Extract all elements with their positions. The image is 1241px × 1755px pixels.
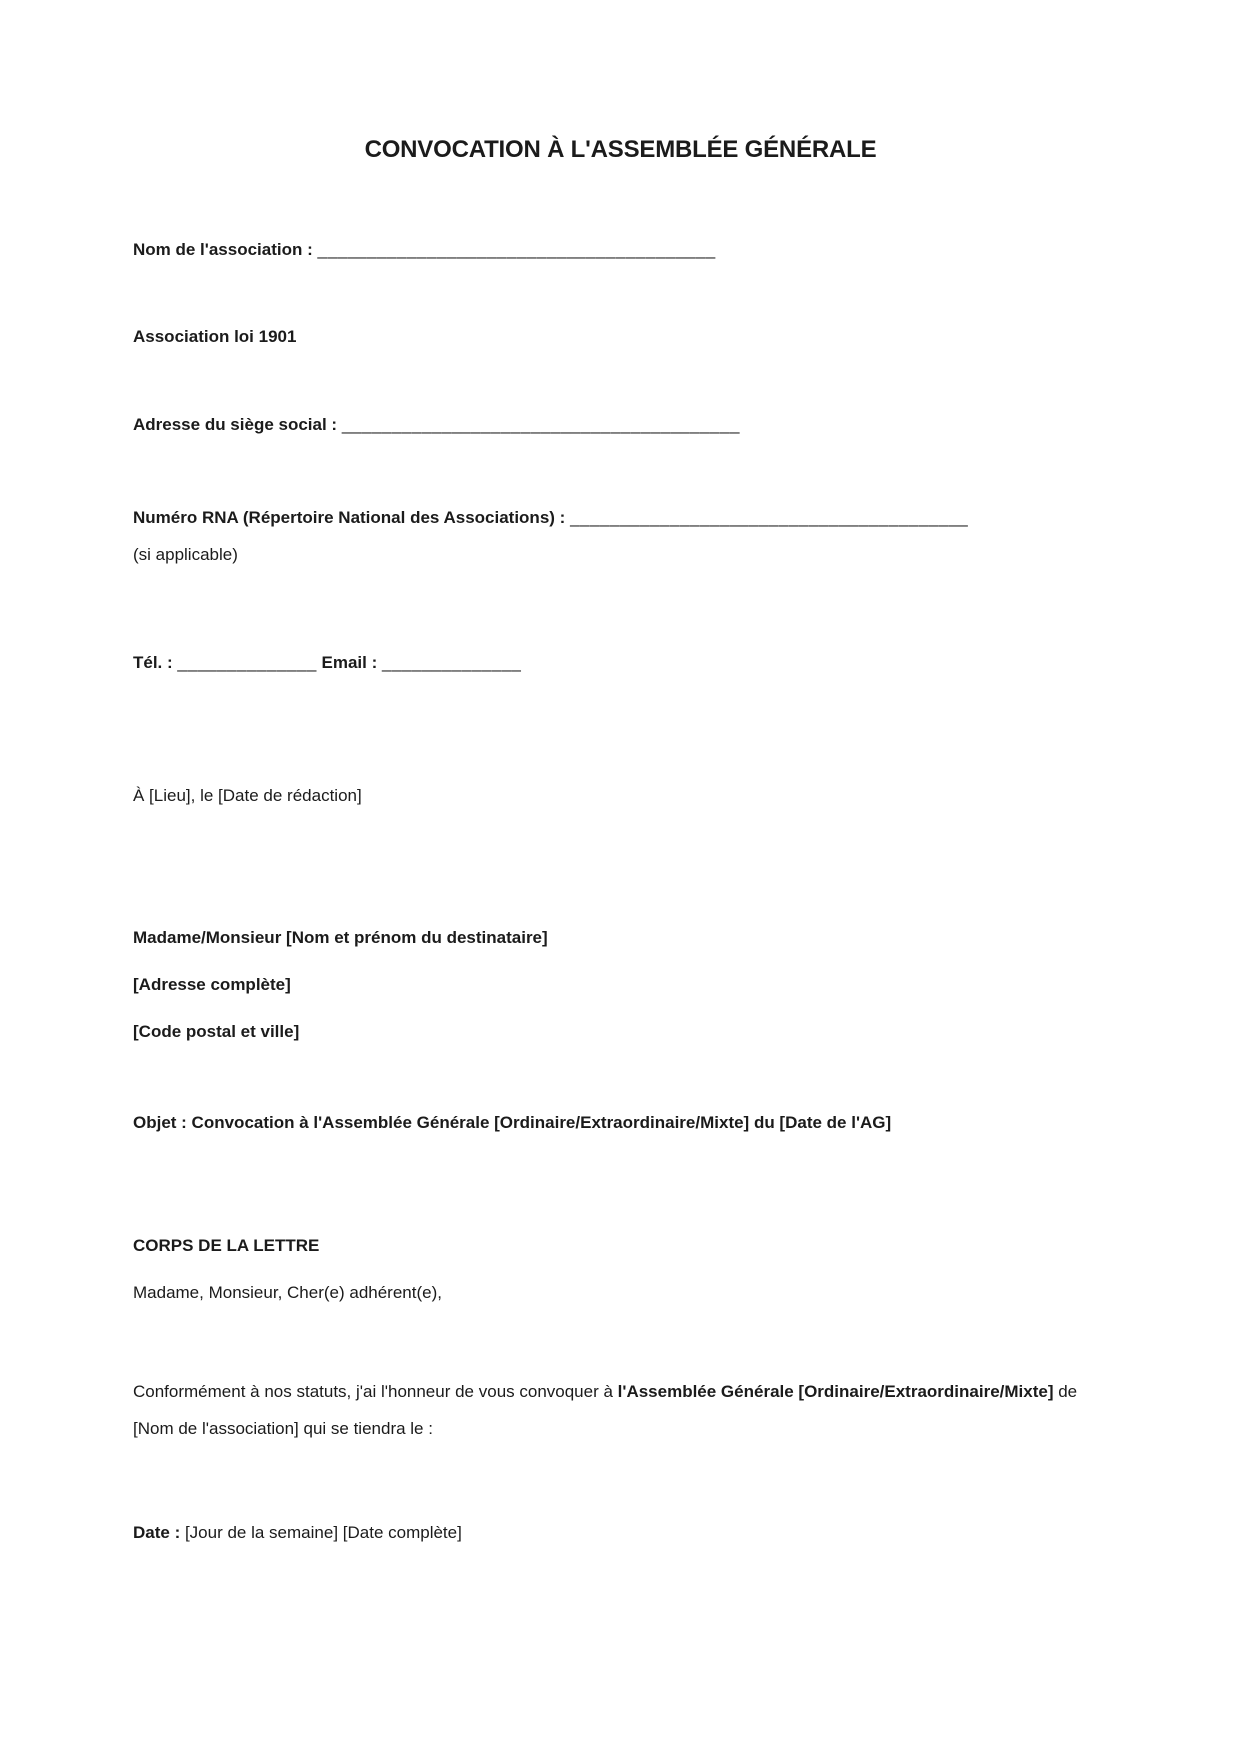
letter-body-heading: CORPS DE LA LETTRE — [133, 1236, 320, 1255]
head-office-address-blank: ________________________________________ — [341, 415, 741, 434]
head-office-address-label: Adresse du siège social : — [133, 415, 338, 434]
field-head-office-address — [133, 411, 1108, 439]
association-law-line: Association loi 1901 — [133, 327, 297, 346]
rna-number-label: Numéro RNA (Répertoire National des Associations) : — [133, 508, 566, 527]
body-text-bold: l'Assemblée Générale [Ordinaire/Extraordinaire/Mixte] — [617, 1382, 1054, 1401]
rna-number-blank: ________________________________________ — [570, 508, 969, 527]
place-and-date-line: À [Lieu], le [Date de rédaction] — [133, 786, 362, 805]
field-association-name — [133, 236, 1108, 264]
recipient-name-line: Madame/Monsieur [Nom et prénom du destinataire] — [133, 928, 548, 947]
phone-label: Tél. : — [133, 653, 173, 672]
association-name-label: Nom de l'association : — [133, 240, 313, 259]
body-paragraph — [133, 1373, 1108, 1447]
recipient-address-line: [Adresse complète] — [133, 975, 291, 994]
document-title: CONVOCATION À L'ASSEMBLÉE GÉNÉRALE — [364, 136, 877, 163]
phone-blank: ______________ — [177, 653, 317, 672]
field-rna-number — [133, 499, 1108, 573]
subject-line: Objet : Convocation à l'Assemblée Générale [Ordinaire/Extraordinaire/Mixte] du [Date de l'AG] — [133, 1113, 892, 1132]
document-content — [0, 133, 1241, 1547]
field-phone-email — [133, 649, 1108, 677]
body-text-regular-1: Conformément à nos statuts, j'ai l'honneur de vous convoquer à — [133, 1382, 618, 1401]
rna-applicable-note: (si applicable) — [133, 545, 238, 564]
meeting-date-value: [Jour de la semaine] [Date complète] — [180, 1523, 462, 1542]
meeting-date-label: Date : — [133, 1523, 181, 1542]
meeting-date-line — [133, 1519, 1108, 1547]
recipient-city-line: [Code postal et ville] — [133, 1022, 300, 1041]
body-text-regular-2: de [Nom de l'association] qui se tiendra le : — [133, 1382, 1078, 1438]
salutation-line: Madame, Monsieur, Cher(e) adhérent(e), — [133, 1283, 442, 1302]
association-name-blank: ________________________________________ — [317, 240, 716, 259]
email-blank: ______________ — [382, 653, 522, 672]
email-label: Email : — [321, 653, 378, 672]
